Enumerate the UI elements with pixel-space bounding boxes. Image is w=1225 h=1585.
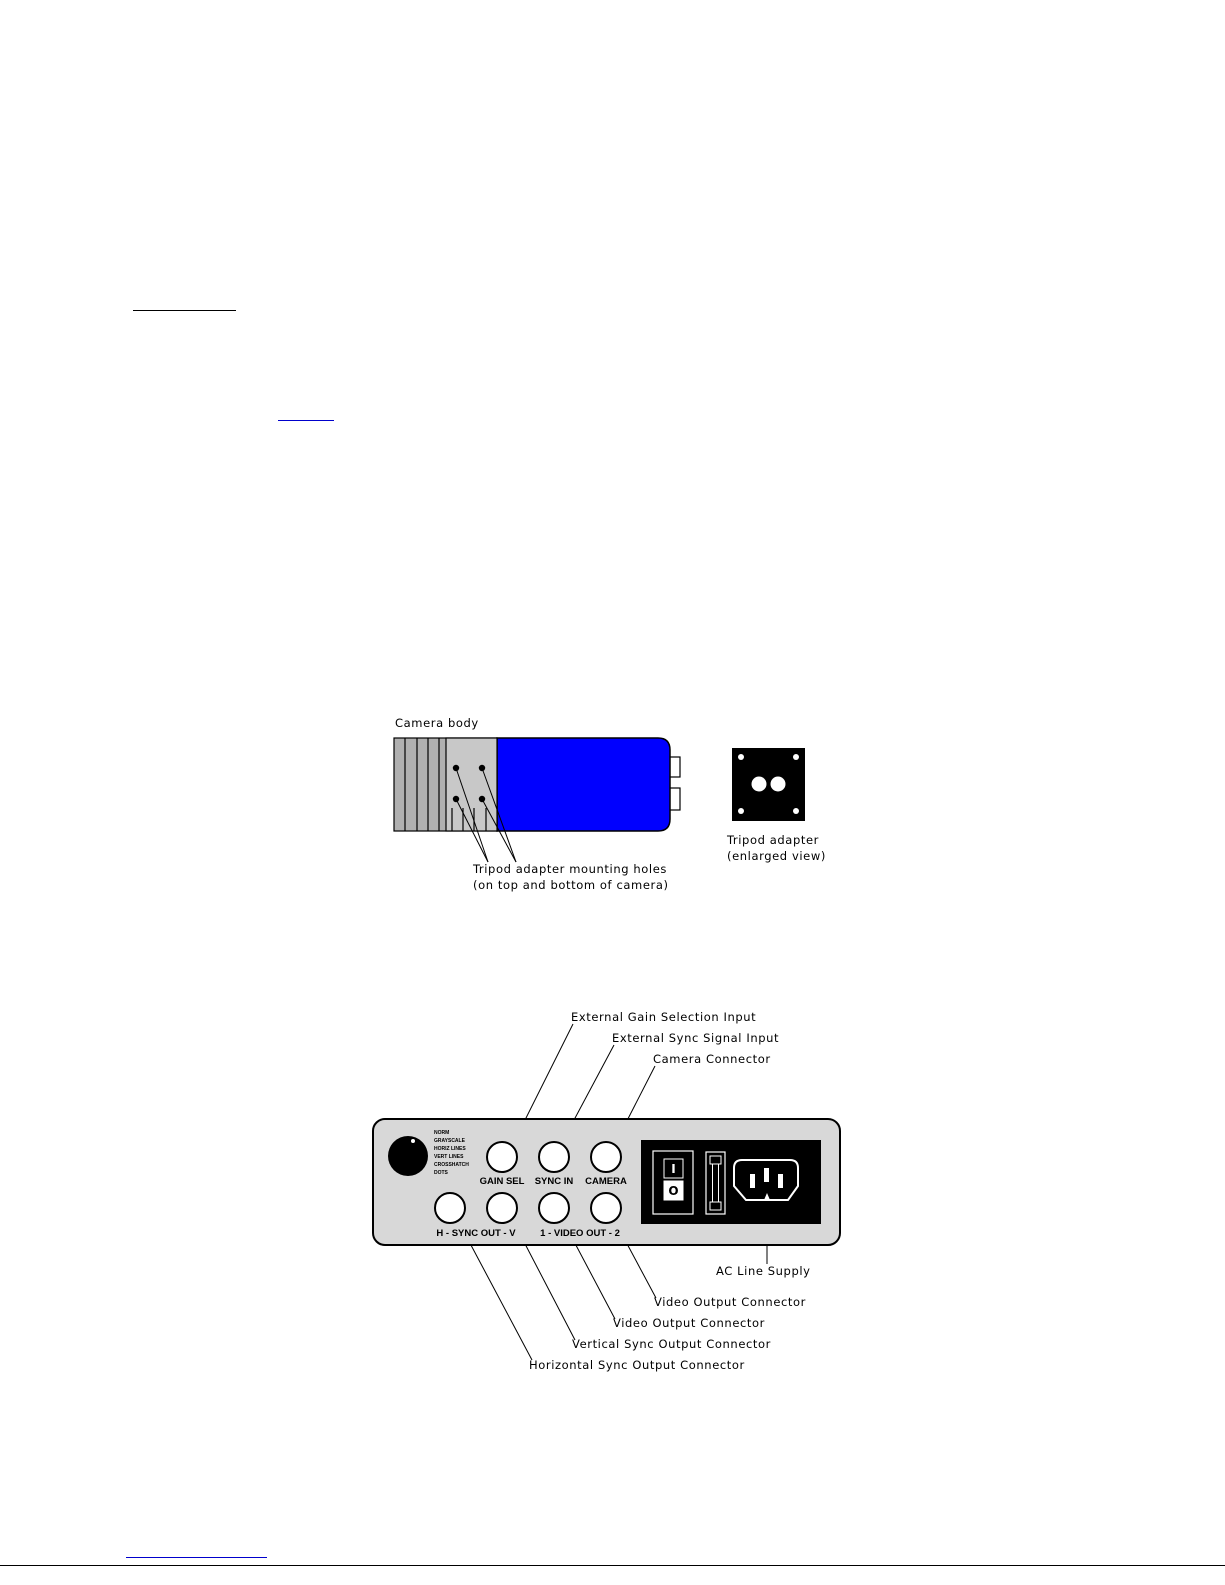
video-out-label: 1 - VIDEO OUT - 2 (540, 1228, 620, 1239)
video-out-1-connector[interactable] (539, 1193, 569, 1223)
callout-horizontal-sync-output: Horizontal Sync Output Connector (529, 1358, 745, 1372)
fuse-cap-bottom (710, 1202, 721, 1210)
adapter-corner-hole (793, 754, 799, 760)
footnote-link-underline[interactable] (126, 1557, 267, 1558)
callout-video-output-1: Video Output Connector (613, 1316, 765, 1330)
sync-in-label: SYNC IN (534, 1176, 574, 1187)
rear-panel-drawing (360, 1015, 860, 1365)
mode-option: CROSSHATCH (434, 1162, 469, 1168)
v-sync-out-connector[interactable] (487, 1193, 517, 1223)
video-out-2-connector[interactable] (591, 1193, 621, 1223)
camera-body (497, 738, 670, 831)
camera-body-label: Camera body (395, 716, 479, 730)
section-underline (133, 310, 236, 311)
mode-option: DOTS (434, 1170, 448, 1176)
adapter-center-hole (771, 777, 786, 792)
ac-pin-left (750, 1174, 755, 1188)
mode-option: GRAYSCALE (434, 1138, 465, 1144)
sync-in-connector[interactable] (539, 1142, 569, 1172)
ac-pin-right (778, 1174, 783, 1188)
fuse-cap-top (710, 1156, 721, 1164)
adapter-mount-plate (446, 738, 497, 831)
ac-pin-center (764, 1168, 769, 1182)
h-sync-out-connector[interactable] (435, 1193, 465, 1223)
mode-option: NORM (434, 1130, 450, 1136)
callout-vertical-sync-output: Vertical Sync Output Connector (572, 1337, 771, 1351)
adapter-corner-hole (738, 754, 744, 760)
mounting-holes-label-line2: (on top and bottom of camera) (473, 878, 669, 892)
mode-option: VERT LINES (434, 1154, 464, 1160)
mode-option: HORIZ LINES (434, 1146, 466, 1152)
camera-connector[interactable] (591, 1142, 621, 1172)
gain-sel-connector[interactable] (487, 1142, 517, 1172)
mounting-holes-label-line1: Tripod adapter mounting holes (473, 862, 667, 876)
inline-link-underline[interactable] (278, 420, 334, 421)
knob-indicator-dot (411, 1139, 415, 1143)
callout-camera-connector: Camera Connector (653, 1052, 771, 1066)
tripod-adapter-drawing (728, 744, 808, 824)
adapter-label-line1: Tripod adapter (727, 833, 819, 847)
gain-sel-label: GAIN SEL (479, 1176, 525, 1187)
callout-sync-input: External Sync Signal Input (612, 1031, 780, 1045)
camera-label: CAMERA (585, 1176, 627, 1187)
adapter-center-hole (752, 777, 767, 792)
test-pattern-knob[interactable] (388, 1136, 428, 1176)
adapter-corner-hole (793, 808, 799, 814)
power-off-symbol: O (668, 1184, 679, 1198)
sync-out-label: H - SYNC OUT - V (436, 1228, 516, 1239)
camera-drawing (390, 734, 690, 874)
adapter-label-line2: (enlarged view) (727, 849, 826, 863)
callout-gain-selection: External Gain Selection Input (571, 1010, 757, 1024)
callout-video-output-2: Video Output Connector (654, 1295, 806, 1309)
adapter-corner-hole (738, 808, 744, 814)
footer-rule (0, 1565, 1225, 1566)
callout-ac-line-supply: AC Line Supply (716, 1264, 811, 1278)
power-on-symbol: I (671, 1162, 676, 1176)
